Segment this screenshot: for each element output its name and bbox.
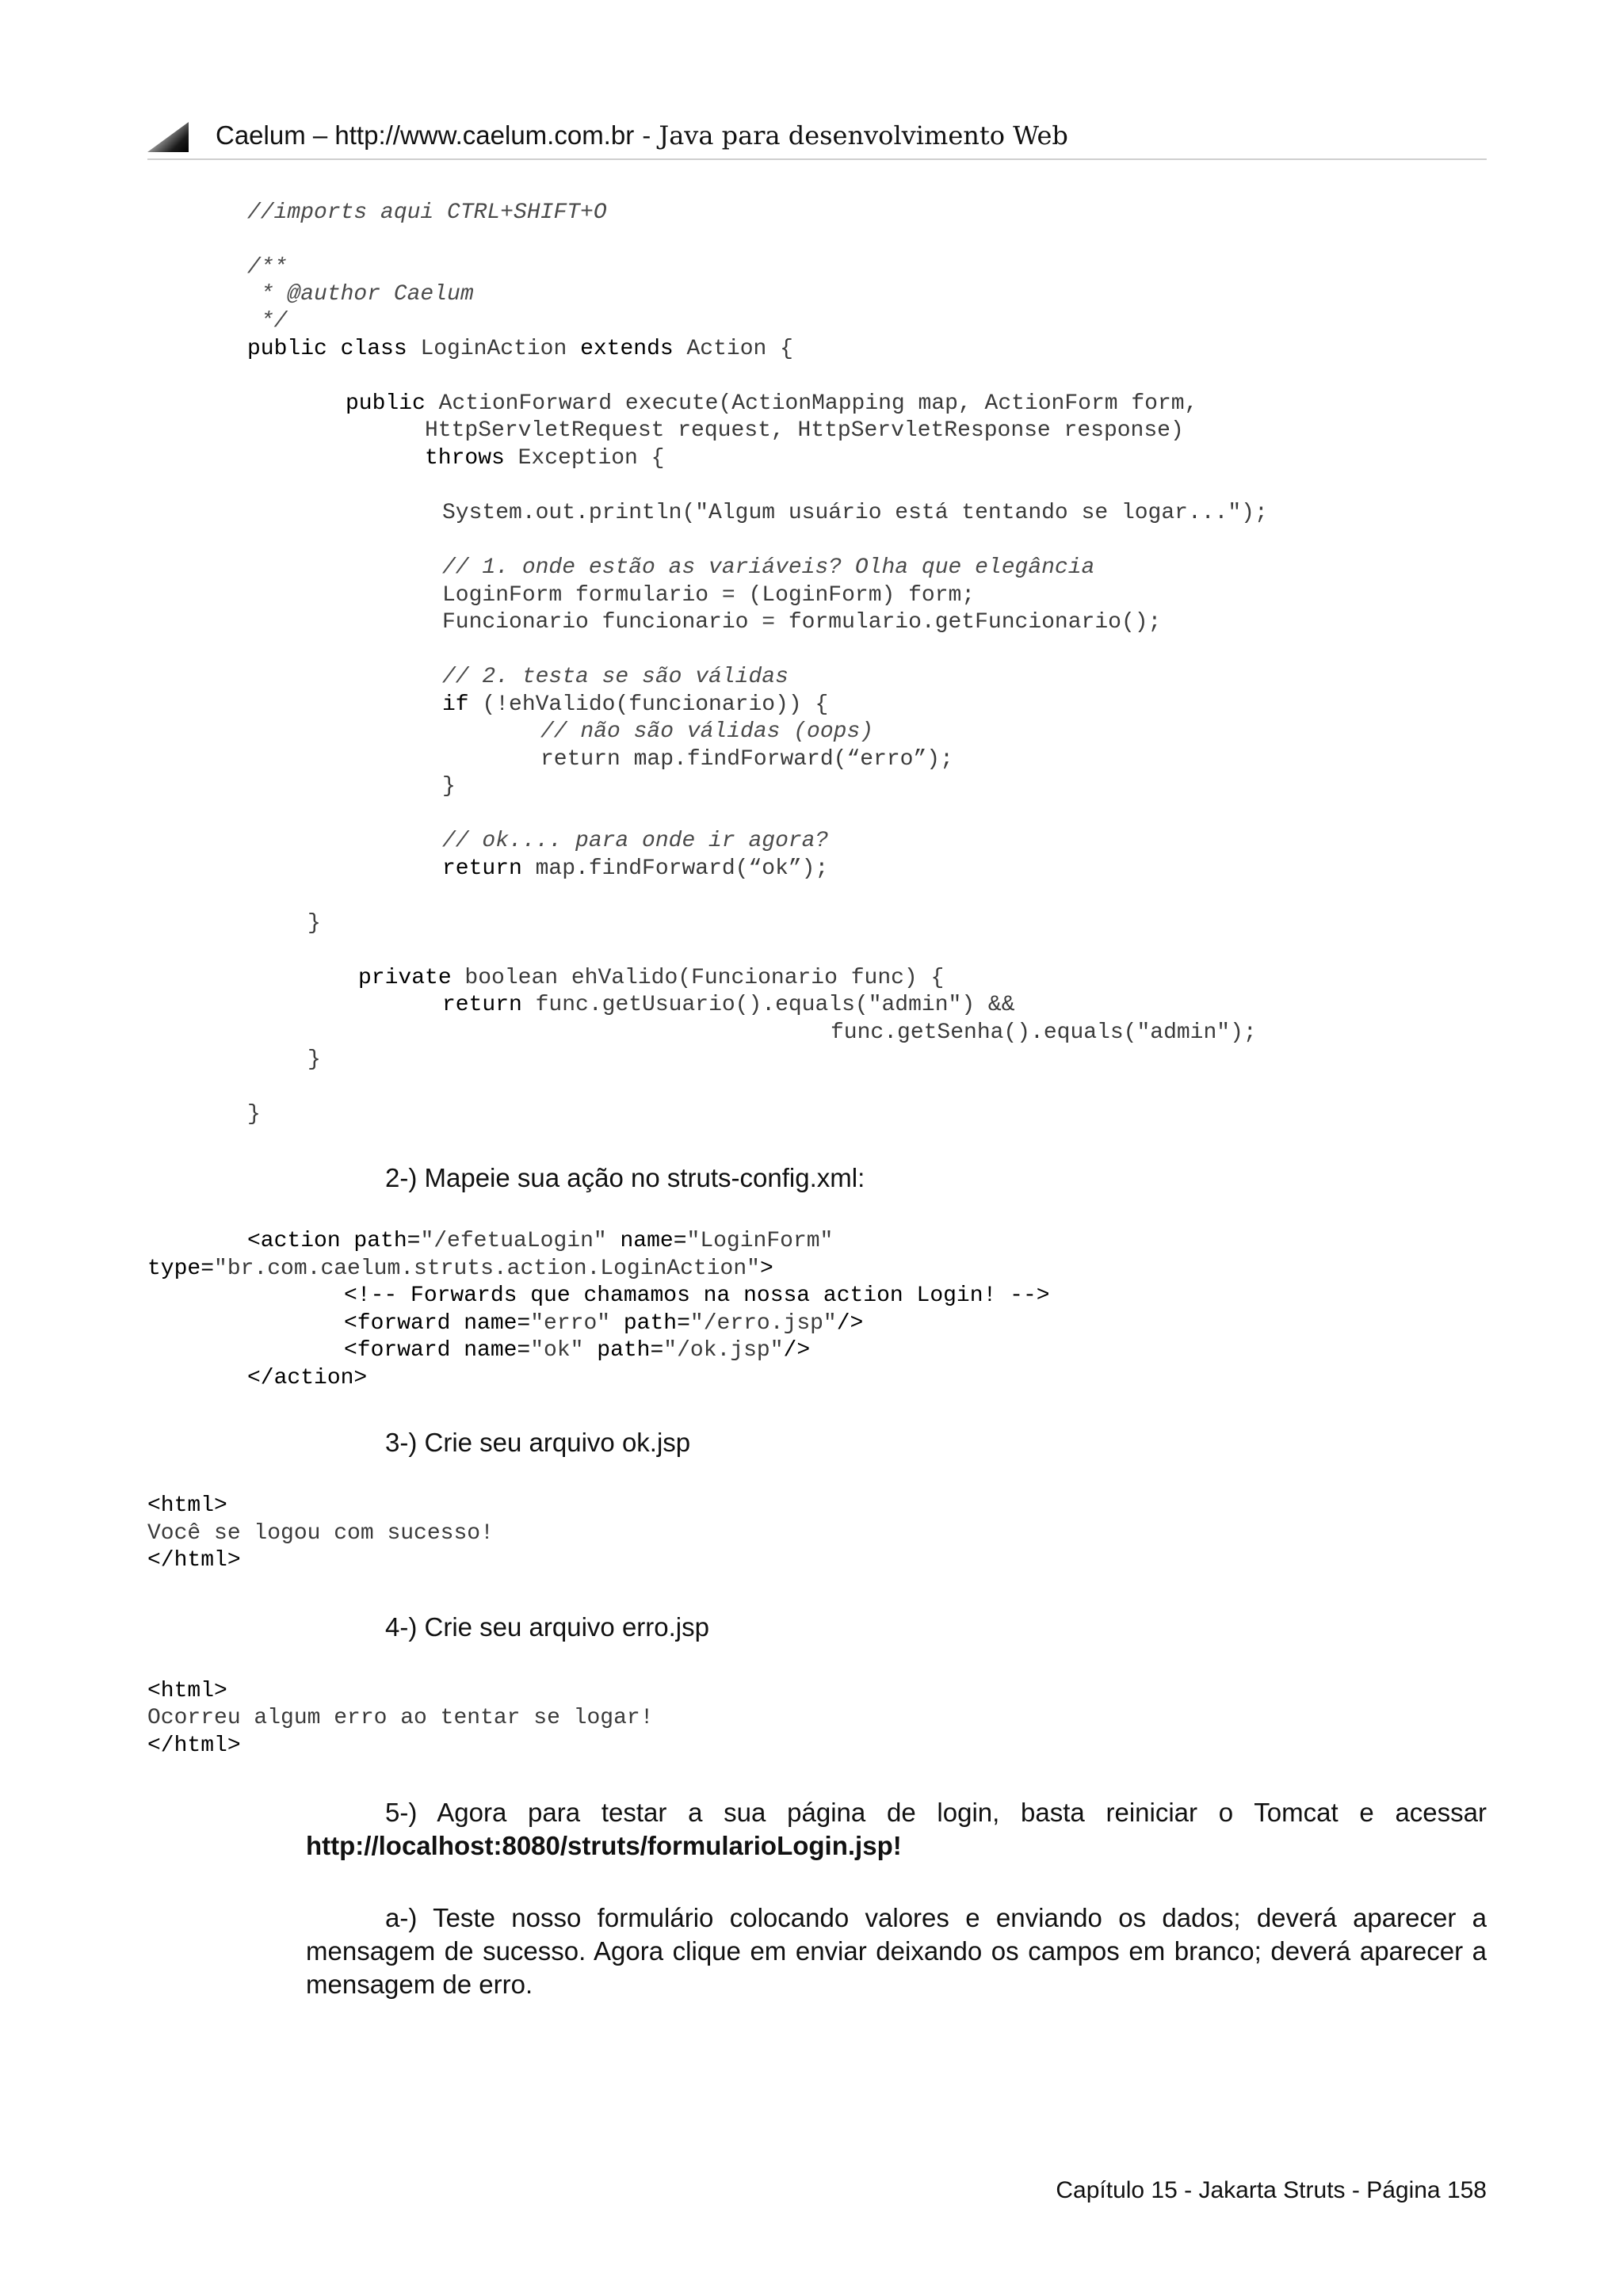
xml-value: "/erro.jsp" — [689, 1311, 837, 1336]
code-line: } — [442, 774, 456, 799]
page-footer: Capítulo 15 - Jakarta Struts - Página 158 — [1056, 2177, 1487, 2203]
code-line — [358, 965, 944, 993]
step-3-heading: 3-) Crie seu arquivo ok.jsp — [385, 1428, 691, 1457]
code-line: /** — [247, 255, 288, 280]
code-line: <!-- Forwards que chamamos na nossa action Login! --> — [344, 1283, 1050, 1308]
code-line: </action> — [247, 1366, 368, 1390]
xml-value: "/ok.jsp" — [663, 1338, 784, 1363]
code-text: (!ehValido(funcionario)) { — [468, 692, 829, 717]
code-keyword: throws — [425, 446, 505, 471]
code-keyword: extends — [580, 337, 674, 361]
code-line: } — [307, 1047, 321, 1072]
code-line — [247, 336, 793, 364]
code-line: } — [307, 911, 321, 936]
code-keyword: return — [442, 993, 522, 1017]
xml-tag: <action path= — [247, 1229, 421, 1253]
code-line: // ok.... para onde ir agora? — [442, 829, 829, 853]
code-line: </html> — [147, 1733, 241, 1758]
code-keyword: private — [358, 966, 452, 990]
code-line — [344, 1310, 863, 1338]
xml-value: "br.com.caelum.struts.action.LoginAction" — [214, 1257, 760, 1281]
tomcat-url-link[interactable]: http://localhost:8080/struts/formularioLogin.jsp! — [306, 1831, 902, 1860]
code-line: // 1. onde estão as variáveis? Olha que elegância — [442, 555, 1095, 580]
xml-value: "LoginForm" — [686, 1229, 834, 1253]
code-keyword: public class — [247, 337, 407, 361]
xml-tag: path= — [610, 1311, 690, 1336]
code-line: // não são válidas (oops) — [540, 719, 874, 744]
code-line: </html> — [147, 1548, 241, 1573]
xml-tag: <forward name= — [344, 1311, 531, 1336]
code-line: Funcionario funcionario = formulario.getFuncionario(); — [442, 610, 1162, 635]
code-text: Exception { — [504, 446, 665, 471]
step-2-heading: 2-) Mapeie sua ação no struts-config.xml: — [385, 1163, 865, 1192]
code-line — [346, 391, 1197, 418]
code-line: Ocorreu algum erro ao tentar se logar! — [147, 1706, 654, 1730]
code-text: ActionForward execute(ActionMapping map, ActionForm form, — [425, 391, 1198, 416]
code-text: Action { — [673, 337, 793, 361]
code-keyword: public — [346, 391, 426, 416]
code-text: func.getUsuario().equals("admin") && — [521, 993, 1015, 1017]
xml-value: "/efetuaLogin" — [420, 1229, 607, 1253]
code-line — [344, 1337, 810, 1365]
xml-tag: /> — [836, 1311, 864, 1336]
xml-tag: /> — [783, 1338, 811, 1363]
code-line: */ — [247, 309, 288, 334]
step-5-paragraph — [306, 1796, 1487, 1863]
code-line — [147, 1256, 773, 1283]
xml-value: "ok" — [530, 1338, 584, 1363]
step-5a-paragraph: a-) Teste nosso formulário colocando valores e enviando os dados; deverá aparecer a mensagem de sucesso. Agora clique em enviar deixando os campos em branco; deverá aparecer a mensagem de erro. — [306, 1903, 1487, 1999]
code-line — [425, 445, 664, 473]
code-line — [442, 692, 828, 719]
code-keyword: return — [442, 856, 522, 881]
code-line: <html> — [147, 1679, 227, 1703]
code-line: // 2. testa se são válidas — [442, 665, 789, 689]
code-line: //imports aqui CTRL+SHIFT+O — [247, 200, 607, 225]
xml-tag: name= — [606, 1229, 687, 1253]
code-line: HttpServletRequest request, HttpServletResponse response) — [425, 418, 1184, 443]
code-text: map.findForward(“ok”); — [521, 856, 829, 881]
xml-value: "erro" — [530, 1311, 611, 1336]
code-line — [442, 992, 1015, 1020]
code-line: } — [247, 1102, 261, 1127]
step-4-heading: 4-) Crie seu arquivo erro.jsp — [385, 1612, 709, 1642]
code-line: LoginForm formulario = (LoginForm) form; — [442, 583, 976, 608]
code-line: <html> — [147, 1493, 227, 1518]
xml-tag: <forward name= — [344, 1338, 531, 1363]
step-5-text: 5-) Agora para testar a sua página de login, basta reiniciar o Tomcat e acessar — [385, 1798, 1487, 1827]
code-line: return map.findForward(“erro”); — [540, 747, 953, 772]
code-line: System.out.println("Algum usuário está tentando se logar..."); — [442, 501, 1268, 525]
code-line: func.getSenha().equals("admin"); — [831, 1020, 1257, 1045]
code-line: Você se logou com sucesso! — [147, 1521, 494, 1546]
code-line — [442, 856, 828, 883]
xml-tag: > — [759, 1257, 773, 1281]
code-line: * @author Caelum — [247, 282, 474, 307]
code-text: boolean ehValido(Funcionario func) { — [451, 966, 945, 990]
xml-tag: type= — [147, 1257, 215, 1281]
header-subtitle: - Java para desenvolvimento Web — [634, 120, 1068, 151]
code-text: LoginAction — [407, 337, 581, 361]
code-line — [247, 1228, 833, 1256]
header-brand: Caelum – http://www.caelum.com.br — [216, 120, 635, 150]
xml-tag: path= — [583, 1338, 664, 1363]
code-keyword: if — [442, 692, 469, 717]
